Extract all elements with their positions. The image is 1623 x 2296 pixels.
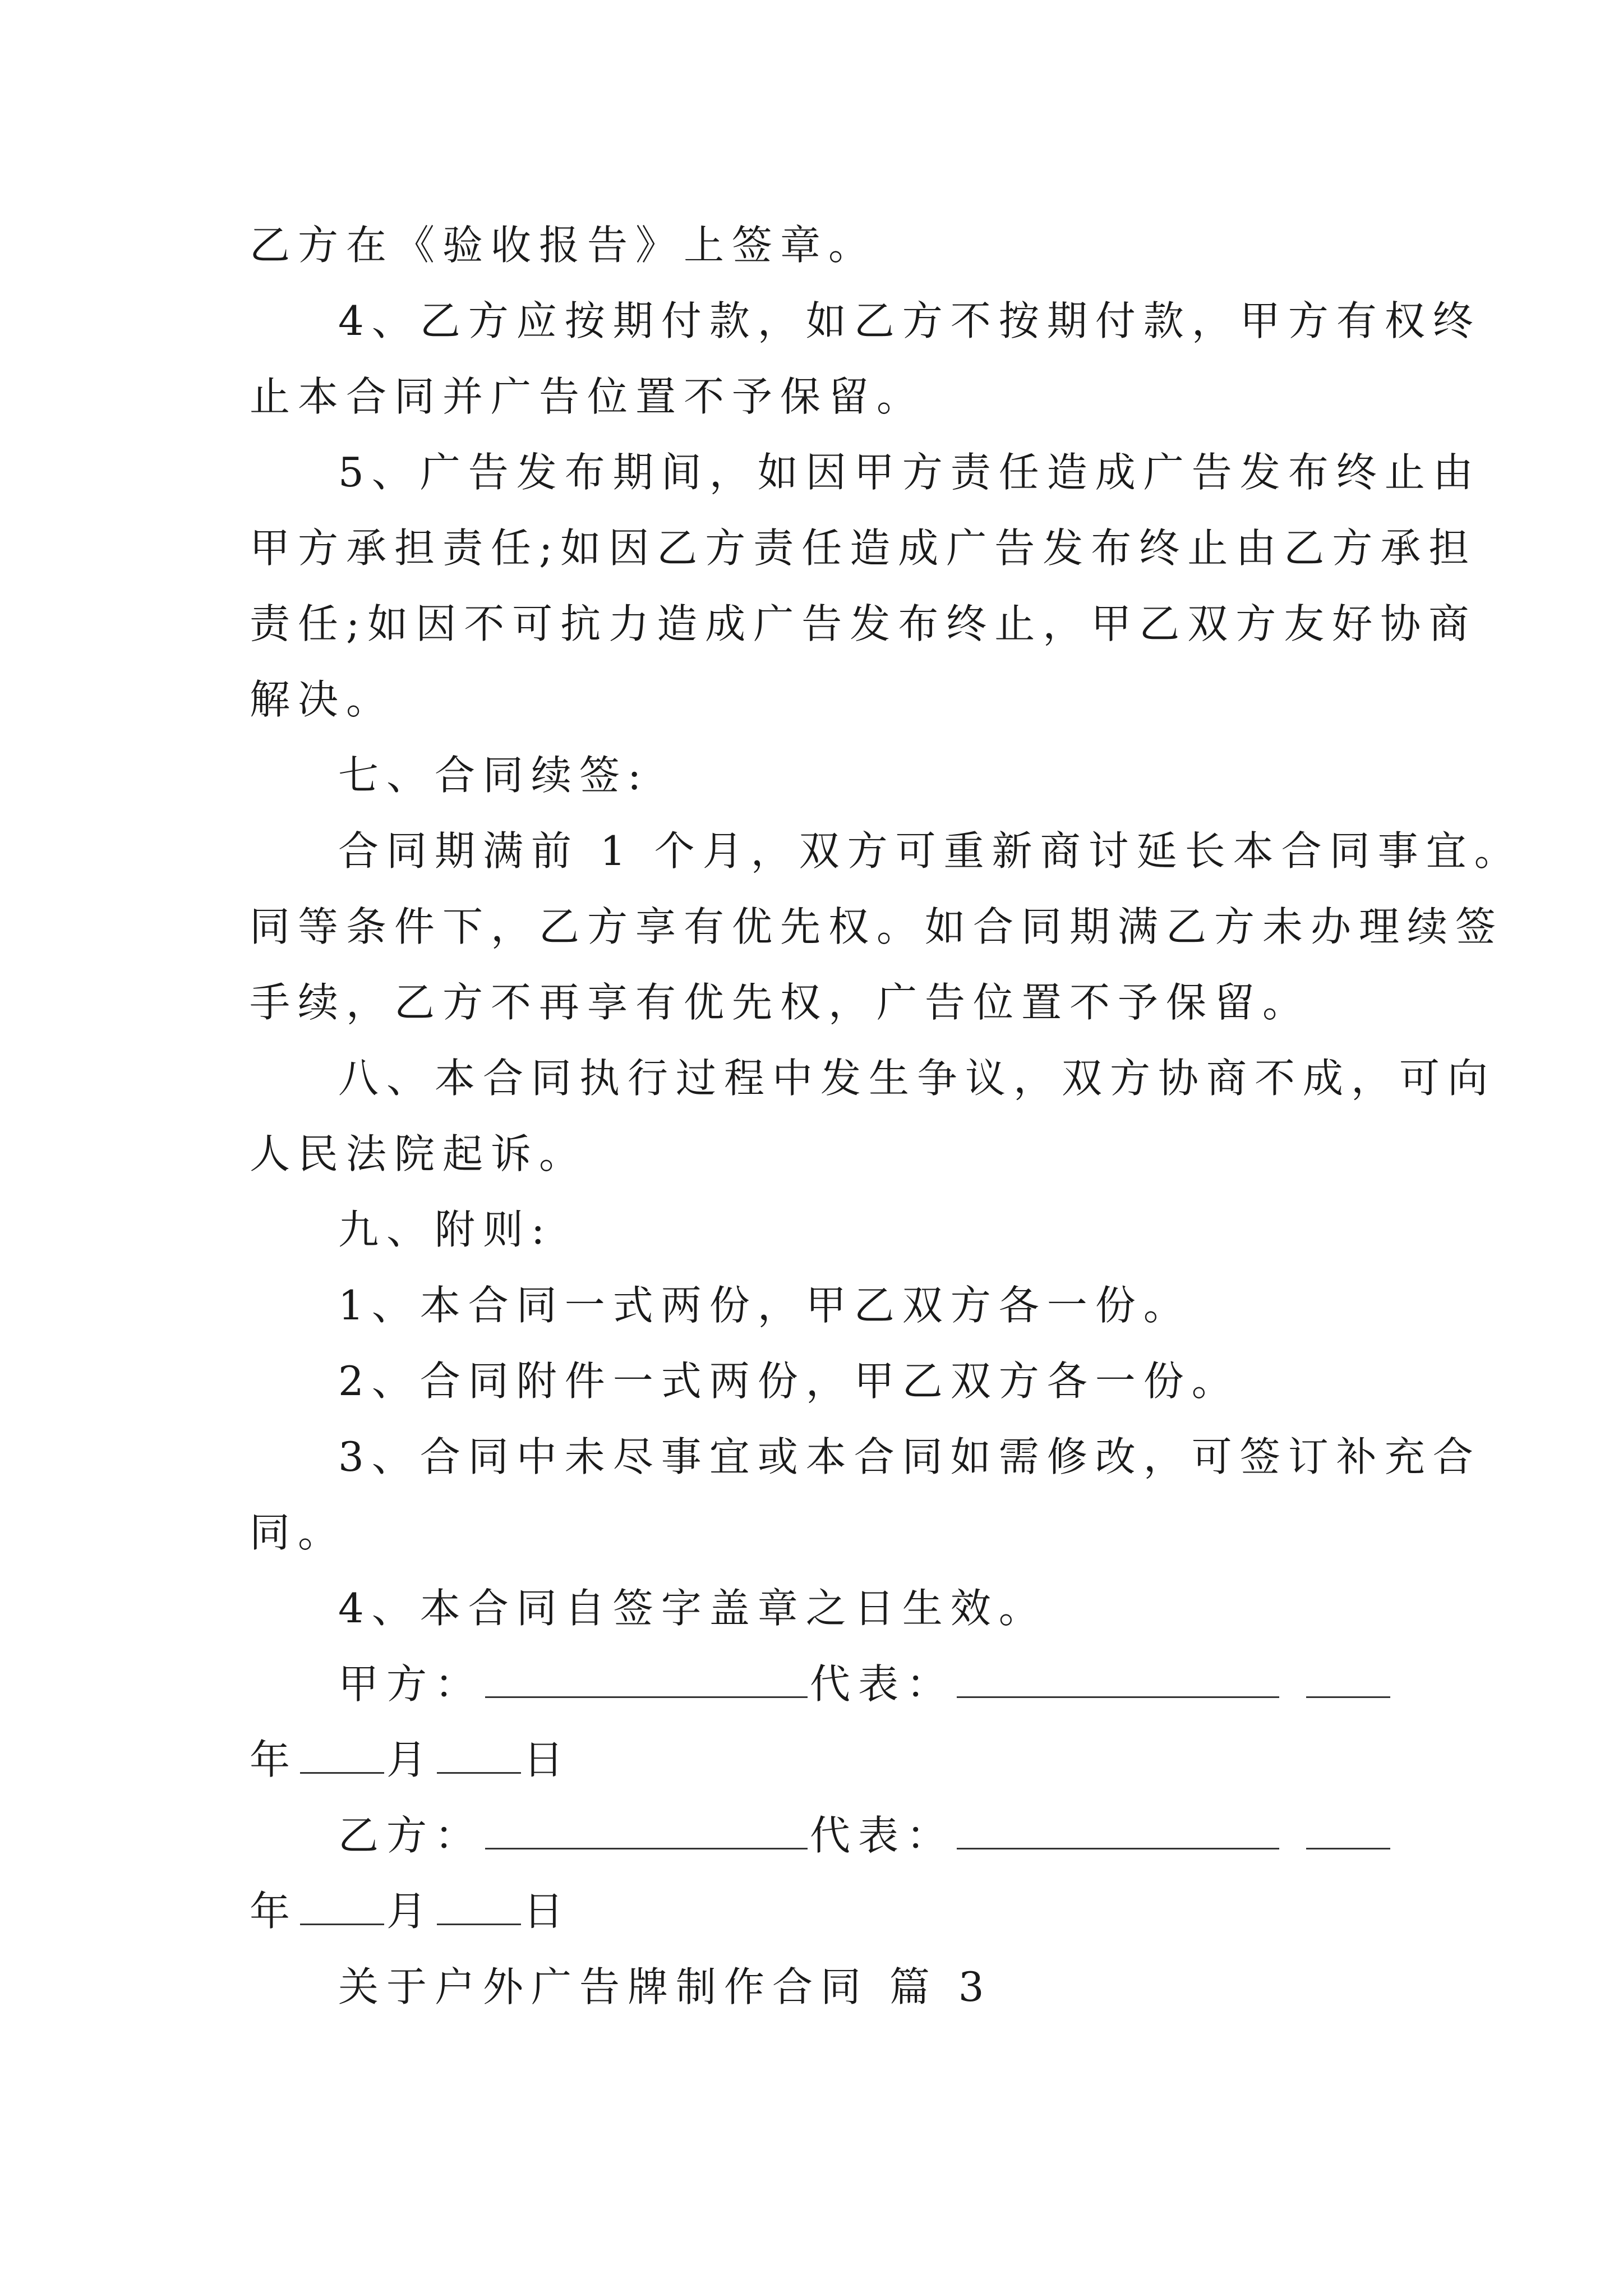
paragraph-line: 1、本合同一式两份，甲乙双方各一份。: [338, 1282, 1192, 1329]
month-label: 月: [386, 1888, 435, 1935]
paragraph-line: 2、合同附件一式两份，甲乙双方各一份。: [338, 1358, 1240, 1405]
party-a-rep-blank: [957, 1651, 1279, 1698]
paragraph-line: 4、乙方应按期付款，如乙方不按期付款，甲方有权终: [338, 297, 1481, 344]
paragraph-line: 解决。: [250, 676, 395, 723]
party-b-rep-blank: [957, 1803, 1279, 1849]
next-section-heading: 关于户外广告牌制作合同 篇 3: [338, 1963, 992, 2010]
date-line-party-a: [250, 1722, 1394, 1798]
paragraph-line: 5、广告发布期间，如因甲方责任造成广告发布终止由: [338, 449, 1481, 496]
rep-label: 代表：: [810, 1812, 955, 1859]
section-heading: 八、本合同执行过程中发生争议，双方协商不成，可向: [338, 1055, 1496, 1102]
contract-body: [250, 208, 1523, 2025]
paragraph-line: 3、合同中未尽事宜或本合同如需修改，可签订补充合: [338, 1433, 1481, 1480]
day-blank: [437, 1727, 521, 1774]
party-a-year-blank: [1306, 1651, 1390, 1698]
year-label: 年: [250, 1736, 298, 1783]
rep-label: 代表：: [810, 1660, 955, 1708]
paragraph-line: 止本合同并广告位置不予保留。: [250, 373, 925, 420]
day-blank: [437, 1879, 521, 1925]
paragraph-line: 甲方承担责任;如因乙方责任造成广告发布终止由乙方承担: [250, 524, 1477, 572]
paragraph-line: 责任;如因不可抗力造成广告发布终止，甲乙双方友好协商: [250, 600, 1477, 647]
party-a-label: 甲方：: [338, 1660, 483, 1708]
paragraph-line: 手续，乙方不再享有优先权，广告位置不予保留。: [250, 979, 1311, 1026]
paragraph-line: 人民法院起诉。: [250, 1130, 588, 1177]
paragraph-line: 4、本合同自签字盖章之日生效。: [338, 1585, 1047, 1632]
year-label: 年: [250, 1888, 298, 1935]
month-blank: [300, 1879, 384, 1925]
paragraph-line: 合同期满前 1 个月，双方可重新商讨延长本合同事宜。: [338, 827, 1523, 875]
signature-line-party-a: [250, 1646, 1394, 1722]
signature-line-party-b: [250, 1798, 1394, 1874]
paragraph-line: 同等条件下，乙方享有优先权。如合同期满乙方未办理续签: [250, 903, 1504, 950]
day-label: 日: [523, 1736, 572, 1783]
party-a-name-blank: [485, 1651, 808, 1698]
day-label: 日: [523, 1888, 572, 1935]
date-line-party-b: [250, 1874, 1394, 1949]
section-heading: 七、合同续签:: [338, 752, 649, 799]
paragraph-line: 乙方在《验收报告》上签章。: [250, 222, 877, 269]
month-label: 月: [386, 1736, 435, 1783]
section-heading: 九、附则:: [338, 1206, 553, 1253]
party-b-year-blank: [1306, 1803, 1390, 1849]
party-b-name-blank: [485, 1803, 808, 1849]
paragraph-line: 同。: [250, 1509, 347, 1556]
party-b-label: 乙方：: [338, 1812, 483, 1859]
month-blank: [300, 1727, 384, 1774]
